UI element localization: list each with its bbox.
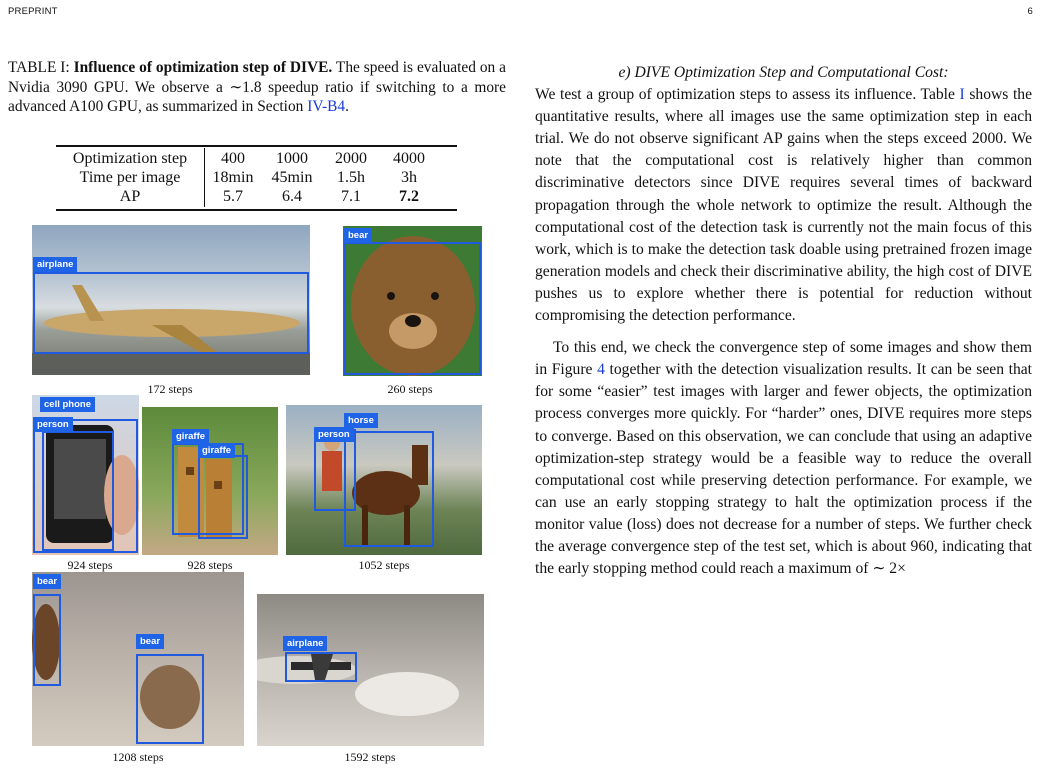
bear-image [343,226,482,376]
table-top-rule [56,145,457,147]
phone-image [32,395,139,555]
airplane-image [32,225,310,375]
cell: 1000 [276,150,308,167]
caption-text: The speed is evaluated on a Nvidia 3090 GPU. We observe a ∼1.8 speedup ratio if switching to a more advanced A100 GPU, as summarized in Section [8,59,506,115]
airplane-tag: airplane [33,257,77,272]
bears-image [32,572,244,746]
cell-phone-tag: cell phone [40,397,95,412]
bear-tag: bear [33,574,61,589]
cell: 7.1 [341,188,361,205]
paragraph-2 [535,337,1032,580]
cell: 5.7 [223,188,243,205]
cell: 18min [212,169,254,186]
table-link[interactable]: I [959,86,965,104]
horse-bbox [344,431,434,547]
section-title: e) DIVE Optimization Step and Computational Cost: [618,64,949,81]
bear-bbox [344,242,481,375]
row-label: Optimization step [72,150,188,167]
table-row [56,187,438,206]
table-row [56,149,438,168]
running-header: PREPRINT [8,6,58,17]
caption-prefix: TABLE I: [8,59,74,76]
cell: 6.4 [282,188,302,205]
steps-label: 1592 steps [344,750,396,764]
airplane-bbox [285,652,357,682]
page-number: 6 [1027,6,1033,17]
steps-label: 1208 steps [112,750,164,764]
airplane-bbox [33,272,309,354]
sky-image [257,594,484,746]
person-tag: person [314,427,354,442]
caption-end: . [345,98,349,115]
bear-tag: bear [136,634,164,649]
cell: 4000 [393,150,425,167]
paragraph-1 [535,84,1032,327]
cell: 45min [271,169,313,186]
cell: 1.5h [337,169,365,186]
caption-bold: Influence of optimization step of DIVE. [73,59,333,76]
section-link[interactable]: IV-B4 [307,98,346,115]
steps-label: 260 steps [387,382,433,396]
steps-label: 928 steps [187,558,233,572]
giraffe-image [142,407,278,555]
row-label: AP [119,188,141,205]
horse-image [286,405,482,555]
steps-label: 1052 steps [358,558,410,572]
row-label: Time per image [79,169,181,186]
steps-label: 924 steps [67,558,113,572]
figure-link[interactable]: 4 [597,361,605,379]
cell: 2000 [335,150,367,167]
cell-phone-bbox [42,431,114,551]
para2-text: To this end, we check the convergence step of some images and show them in Figure [535,339,1032,379]
person-tag: person [33,417,73,432]
para1-text: shows the quantitative results, where all images use the same optimization step in each trial. We do not observe significant AP gains when the steps exceed 2000. We note that the computational cost is relatively higher than common discriminative detectors since DIVE requires several times of backward propagation through the whole network to optimize the result. Although the computational cost of the detection task is currently not the main focus of this work, which is to make the detection task doable using pretrained frozen image generation models and check their discriminative ability, the high cost of DIVE pushes us to explore whether there is potential for reduction without compromising the detection performance. [535,86,1032,325]
bear-tag: bear [344,228,372,243]
bear-bbox [136,654,204,744]
giraffe-tag: giraffe [172,429,209,444]
cell: 400 [221,150,245,167]
airplane-tag: airplane [283,636,327,651]
giraffe-bbox [198,455,248,539]
table-row [56,168,438,187]
para1-text: We test a group of optimization steps to assess its influence. Table [535,86,960,104]
horse-tag: horse [344,413,378,428]
right-column [535,62,1032,580]
table-caption [8,58,506,117]
cell: 3h [401,169,417,186]
giraffe-tag: giraffe [198,443,235,458]
steps-label: 172 steps [147,382,193,396]
para2-text: together with the detection visualization results. It can be seen that for some “easier” test images with larger and fewer objects, the optimization process converges more quickly. For “harder” ones, DIVE requires more steps to converge. Based on this observation, we can conclude that using an adaptive optimization-step strategy would be a feasible way to reduce the overall computational cost while preserving detection performance. For example, we can use an early stopping strategy to halt the optimization process if the monitor value (loss) does not decrease for a number of steps. We further check the average convergence step of the test set, which is about 960, indicating that the early stopping method could reach a maximum of ∼ 2× [535,361,1033,578]
bear-bbox [33,594,61,686]
table-bottom-rule [56,209,457,211]
cell-best: 7.2 [399,188,419,205]
